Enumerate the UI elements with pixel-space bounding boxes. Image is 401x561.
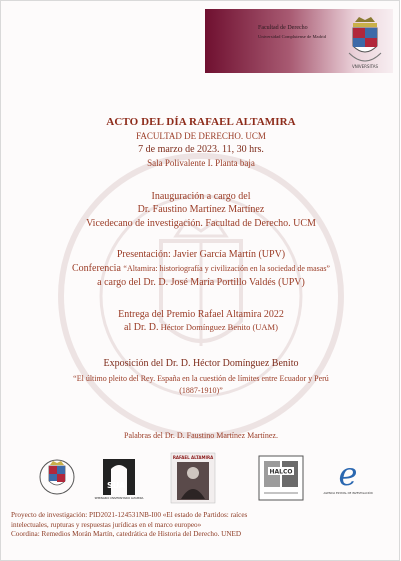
- university-seal-logo: [341, 13, 389, 71]
- presentation-line: Presentación: Javier García Martín (UPV): [116, 249, 286, 260]
- book-title: RAFAEL ALTAMIRA: [172, 455, 214, 460]
- sua-text: SUA: [107, 481, 126, 490]
- conference-title: “Altamira: historiografía y civilización en la sociedad de masas”: [123, 264, 330, 273]
- halco-text: HALCO: [269, 468, 293, 476]
- inauguration-line-2: Dr. Faustino Martínez Martínez: [137, 204, 265, 215]
- sua-caption: SEMINARIO UNIVERSITARIO ALTAMIRA: [94, 497, 144, 500]
- exhibition-subtitle-2: (1887-1910)”: [179, 386, 223, 395]
- svg-text:VNIVERSITAS: VNIVERSITAS: [351, 64, 379, 69]
- university-name: Universidad Complutense de Madrid: [258, 34, 327, 39]
- conference-line: [1, 263, 401, 274]
- conference-prefix: Conferencia: [72, 263, 124, 274]
- ucm-seal-logo: [39, 455, 75, 501]
- prize-prefix: al Dr. D.: [124, 322, 159, 333]
- footer-line-1: Proyecto de investigación: PID2021-124531NB-I00 «El estado de Partidos: raíces: [11, 511, 248, 519]
- prize-recipient: Héctor Domínguez Benito (UAM): [158, 322, 278, 332]
- sponsor-logos: [1, 455, 401, 505]
- agency-caption: AGENCIA ESTATAL DE INVESTIGACIÓN: [323, 492, 373, 495]
- inauguration-line-1: Inauguración a cargo del: [151, 191, 251, 202]
- research-agency-logo: [323, 455, 373, 503]
- halco-logo: [258, 455, 304, 501]
- event-organizer: FACULTAD DE DERECHO. UCM: [136, 131, 266, 141]
- inauguration-line-3: Vicedecano de investigación. Facultad de Derecho. UCM: [86, 218, 316, 229]
- conference-speaker: a cargo del Dr. D. José María Portillo Valdés (UPV): [97, 277, 305, 288]
- rafael-altamira-book-cover: [171, 453, 215, 503]
- event-title: ACTO DEL DÍA RAFAEL ALTAMIRA: [106, 116, 296, 128]
- closing-words: Palabras del Dr. D. Faustino Martínez Martínez.: [124, 431, 278, 440]
- prize-line-2: [1, 322, 401, 333]
- footer-project-info: [11, 511, 391, 540]
- header-text: [258, 25, 338, 40]
- sua-logo: [94, 455, 144, 501]
- event-place: Sala Polivalente I. Planta baja: [147, 158, 255, 168]
- footer-line-2: intelectuales, rupturas y respuestas jurídicas en el marco europeo»: [11, 520, 202, 529]
- faculty-name: Facultad de Derecho: [258, 25, 308, 31]
- exhibition-title: Exposición del Dr. D. Héctor Domínguez Benito: [103, 358, 299, 369]
- prize-line-1: Entrega del Premio Rafael Altamira 2022: [118, 309, 284, 320]
- event-date: 7 de marzo de 2023. 11, 30 hrs.: [138, 144, 264, 155]
- exhibition-subtitle-1: “El último pleito del Rey. España en la cuestión de límites entre Ecuador y Perú: [73, 374, 329, 383]
- footer-line-3: Coordina: Remedios Morán Martín, catedrática de Historia del Derecho. UNED: [11, 530, 242, 538]
- svg-text:e: e: [338, 455, 358, 493]
